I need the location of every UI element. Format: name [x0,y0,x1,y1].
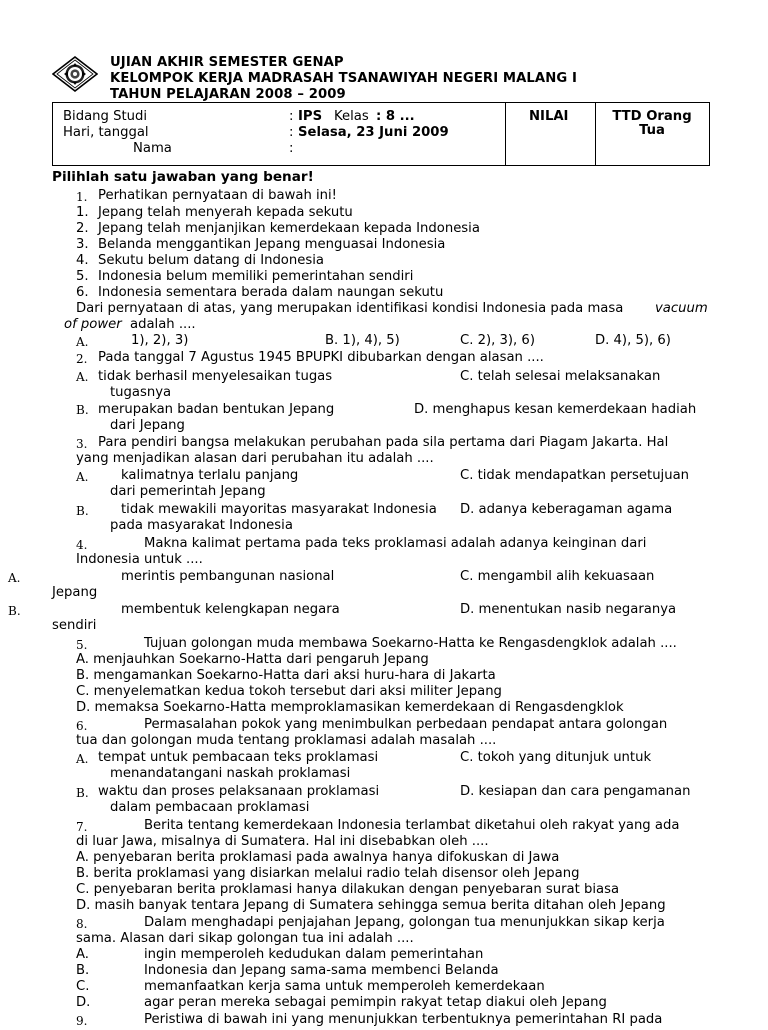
question-stem-continued: Indonesia untuk .... [76,552,203,567]
option-b: Indonesia dan Jepang sama-sama membenci Belanda [144,963,499,978]
statement-number: 5. [76,269,89,284]
option-c: C. menyelematkan kedua tokoh tersebut dari aksi militer Jepang [76,684,502,699]
question-stem-continued: di luar Jawa, misalnya di Sumatera. Hal ini disebabkan oleh .... [76,834,489,849]
option-c: C. penyebaran berita proklamasi hanya dilakukan dengan penyebaran surat biasa [76,882,620,897]
question-number: 5. [76,638,88,652]
statement-text: Belanda menggantikan Jepang menguasai Indonesia [98,237,446,252]
option-d: D. menentukan nasib negaranya [460,602,677,617]
question-number: 7. [76,820,88,834]
question-number: 8. [76,917,88,931]
option-b: merupakan badan bentukan Jepang [98,402,335,417]
question-number: 3. [76,437,88,451]
statement-text: Indonesia sementara berada dalam naungan sekutu [98,285,444,300]
question-number: 1. [76,190,88,204]
name-colon: : [289,141,294,156]
question-stem: Dalam menghadapi penjajahan Jepang, golongan tua menunjukkan sikap kerja [144,915,665,930]
option-b: waktu dan proses pelaksanaan proklamasi [98,784,380,799]
academic-year: TAHUN PELAJARAN 2008 – 2009 [110,86,346,102]
question-stem: Peristiwa di bawah ini yang menunjukkan terbentuknya pemerintahan RI pada [144,1012,663,1027]
statement-text: Sekutu belum datang di Indonesia [98,253,324,268]
madrasah-emblem-logo [52,56,98,92]
question-stem-continued: tua dan golongan muda tentang proklamasi adalah masalah .... [76,733,497,748]
exam-header [110,55,577,102]
statement-number: 6. [76,285,89,300]
exam-title: UJIAN AKHIR SEMESTER GENAP [110,55,344,70]
option-letter: C. [76,979,90,994]
option-a: tempat untuk pembacaan teks proklamasi [98,750,379,765]
instruction: Pilihlah satu jawaban yang benar! [52,169,314,185]
date-label: Hari, tanggal [63,125,149,140]
option-a: A. penyebaran berita proklamasi pada awalnya hanya difokuskan di Jawa [76,850,560,865]
option-b: B. berita proklamasi yang disiarkan melalui radio telah disensor oleh Jepang [76,866,580,881]
option-d: D. memaksa Soekarno-Hatta memproklamasikan kemerdekaan di Rengasdengklok [76,700,624,715]
option-d: D. menghapus kesan kemerdekaan hadiah [414,402,697,417]
option-a: ingin memperoleh kedudukan dalam pemerintahan [144,947,484,962]
option-c: C. tokoh yang ditunjuk untuk [460,750,652,765]
option-b-continued: dalam pembacaan proklamasi [110,800,310,815]
subject-label: Bidang Studi [63,109,148,124]
option-c: C. mengambil alih kekuasaan [460,569,655,584]
option-b: B. mengamankan Soekarno-Hatta dari aksi huru-hara di Jakarta [76,668,496,683]
option-letter: A. [76,752,89,766]
statement-number: 3. [76,237,89,252]
option-b: B. 1), 4), 5) [325,333,400,348]
name-label: Nama [133,141,172,156]
question-stem: Pada tanggal 7 Agustus 1945 BPUPKI dibubarkan dengan alasan .... [98,350,544,365]
class-label: Kelas [334,109,369,124]
option-c: C. 2), 3), 6) [460,333,535,348]
statement-text: Indonesia belum memiliki pemerintahan sendiri [98,269,414,284]
question-number: 9. [76,1014,88,1028]
option-letter: B. [76,403,89,417]
option-c-continued: dari pemerintah Jepang [110,484,266,499]
statement-number: 4. [76,253,89,268]
question-number: 2. [76,352,88,366]
option-c-continued: tugasnya [110,385,172,400]
option-letter: D. [76,995,91,1010]
subject-value: IPS [298,109,323,124]
option-c-continued: Jepang [52,585,98,600]
option-c: memanfaatkan kerja sama untuk memperoleh kemerdekaan [144,979,545,994]
question-prompt-end: adalah .... [130,317,196,332]
option-letter: A. [76,335,89,349]
option-b: membentuk kelengkapan negara [121,602,340,617]
option-letter: B. [76,963,90,978]
class-value: : 8 ... [376,109,415,124]
question-number: 4. [76,538,88,552]
question-prompt: Dari pernyataan di atas, yang merupakan identifikasi kondisi Indonesia pada masa [76,301,624,316]
option-letter: A. [76,947,89,962]
option-a-continued: menandatangani naskah proklamasi [110,766,351,781]
option-d-continued: pada masyarakat Indonesia [110,518,293,533]
question-prompt-italic: vacuum [655,301,708,316]
date-value: Selasa, 23 Juni 2009 [298,125,449,140]
option-letter: A. [76,370,89,384]
statement-text: Jepang telah menjanjikan kemerdekaan kepada Indonesia [98,221,480,236]
option-a: 1), 2), 3) [131,333,189,348]
score-label: NILAI [529,109,569,124]
option-letter: B. [76,504,89,518]
question-stem-continued: sama. Alasan dari sikap golongan tua ini adalah .... [76,931,414,946]
option-letter: B. [8,604,21,618]
option-d-continued: dari Jepang [110,418,185,433]
date-colon: : [289,125,294,140]
statement-number: 1. [76,205,89,220]
statement-text: Jepang telah menyerah kepada sekutu [98,205,353,220]
question-stem: Para pendiri bangsa melakukan perubahan pada sila pertama dari Piagam Jakarta. Hal [98,435,669,450]
option-d: D. adanya keberagaman agama [460,502,673,517]
student-info-table [52,102,710,166]
option-letter: B. [76,786,89,800]
option-a: A. menjauhkan Soekarno-Hatta dari pengaruh Jepang [76,652,429,667]
option-letter: A. [8,571,21,585]
option-a: kalimatnya terlalu panjang [121,468,299,483]
institution-name: KELOMPOK KERJA MADRASAH TSANAWIYAH NEGERI MALANG I [110,70,577,86]
option-d: D. 4), 5), 6) [595,333,671,348]
option-a: tidak berhasil menyelesaikan tugas [98,369,333,384]
option-a: merintis pembangunan nasional [121,569,335,584]
option-d: agar peran mereka sebagai pemimpin rakyat tetap diakui oleh Jepang [144,995,607,1010]
option-d: D. kesiapan dan cara pengamanan [460,784,691,799]
question-stem: Makna kalimat pertama pada teks proklamasi adalah adanya keinginan dari [144,536,647,551]
question-stem: Tujuan golongan muda membawa Soekarno-Hatta ke Rengasdengklok adalah .... [144,636,677,651]
option-b: tidak mewakili mayoritas masyarakat Indonesia [121,502,437,517]
question-stem: Perhatikan pernyataan di bawah ini! [98,188,337,203]
statement-number: 2. [76,221,89,236]
question-number: 6. [76,719,88,733]
question-prompt-italic: of power [64,317,122,332]
option-c: C. tidak mendapatkan persetujuan [460,468,690,483]
option-letter: A. [76,470,89,484]
option-d: D. masih banyak tentara Jepang di Sumatera sehingga semua berita ditahan oleh Jepang [76,898,666,913]
parent-signature-label: TTD Orang [612,109,692,124]
question-stem: Berita tentang kemerdekaan Indonesia terlambat diketahui oleh rakyat yang ada [144,818,680,833]
subject-colon: : [289,109,294,124]
question-stem: Permasalahan pokok yang menimbulkan perbedaan pendapat antara golongan [144,717,668,732]
option-d-continued: sendiri [52,618,97,633]
option-c: C. telah selesai melaksanakan [460,369,661,384]
question-stem-continued: yang menjadikan alasan dari perubahan itu adalah .... [76,451,434,466]
parent-signature-label-cont: Tua [639,123,665,138]
table-divider [505,103,506,165]
